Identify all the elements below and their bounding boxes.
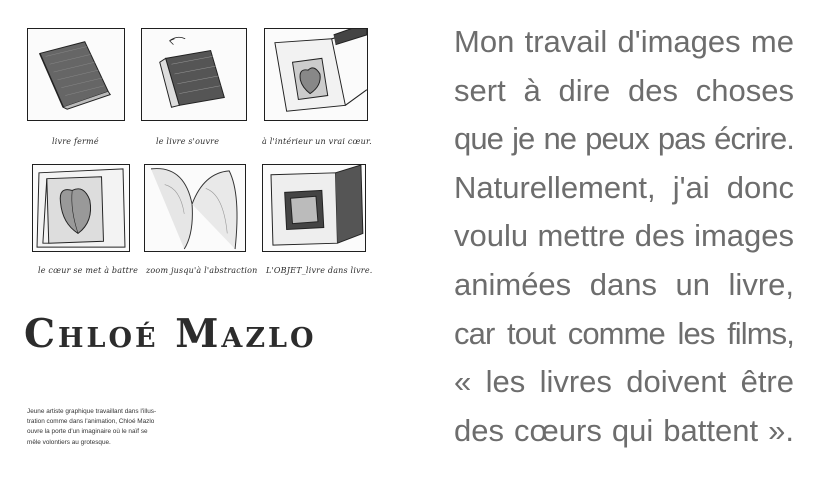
open-book-heart-drawing: [265, 29, 367, 120]
closed-book-drawing: [28, 29, 124, 120]
storyboard-frame-heart-beats: [32, 164, 130, 252]
storyboard-frame-book-in-book: [262, 164, 366, 252]
quote-line: que je ne peux pas écrire.: [454, 121, 794, 157]
storyboard-frame-inside-heart: [264, 28, 368, 121]
abstract-curves-drawing: [145, 165, 245, 251]
quote-line: sert à dire des choses: [454, 72, 794, 108]
author-name: Chloé Mazlo: [24, 311, 317, 357]
quote-line: Mon travail d'images me: [454, 24, 794, 59]
pull-quote: [454, 18, 794, 455]
frame-caption: L'OBJET_livre dans livre.: [266, 266, 373, 275]
quote-line: des cœurs qui battent ».: [454, 412, 794, 448]
bio-line: tration comme dans l'animation, Chloé Mazlo: [27, 418, 155, 426]
quote-line: voulu mettre des images: [454, 218, 794, 254]
quote-line: animées dans un livre,: [454, 266, 794, 302]
quote-line: Naturellement, j'ai donc: [454, 169, 794, 205]
author-bio: [27, 407, 195, 448]
book-in-book-drawing: [263, 165, 365, 251]
beating-heart-drawing: [33, 165, 129, 251]
bio-line: mêle volontiers au grotesque.: [27, 438, 111, 446]
opening-book-drawing: [142, 29, 246, 120]
frame-caption: livre fermé: [52, 137, 99, 146]
bio-line: ouvre la porte d'un imaginaire où le naïf se: [27, 428, 148, 436]
storyboard-frame-closed-book: [27, 28, 125, 121]
frame-caption: le livre s'ouvre: [156, 137, 220, 146]
quote-line: car tout comme les films,: [454, 315, 794, 351]
storyboard-frame-book-opens: [141, 28, 247, 121]
quote-line: « les livres doivent être: [454, 364, 794, 400]
frame-caption: le cœur se met à battre: [38, 266, 138, 275]
frame-caption: zoom jusqu'à l'abstraction: [146, 266, 258, 275]
storyboard-frame-zoom-abstraction: [144, 164, 246, 252]
bio-line: Jeune artiste graphique travaillant dans l'illus-: [27, 408, 157, 415]
frame-caption: à l'intérieur un vrai cœur.: [262, 137, 372, 146]
